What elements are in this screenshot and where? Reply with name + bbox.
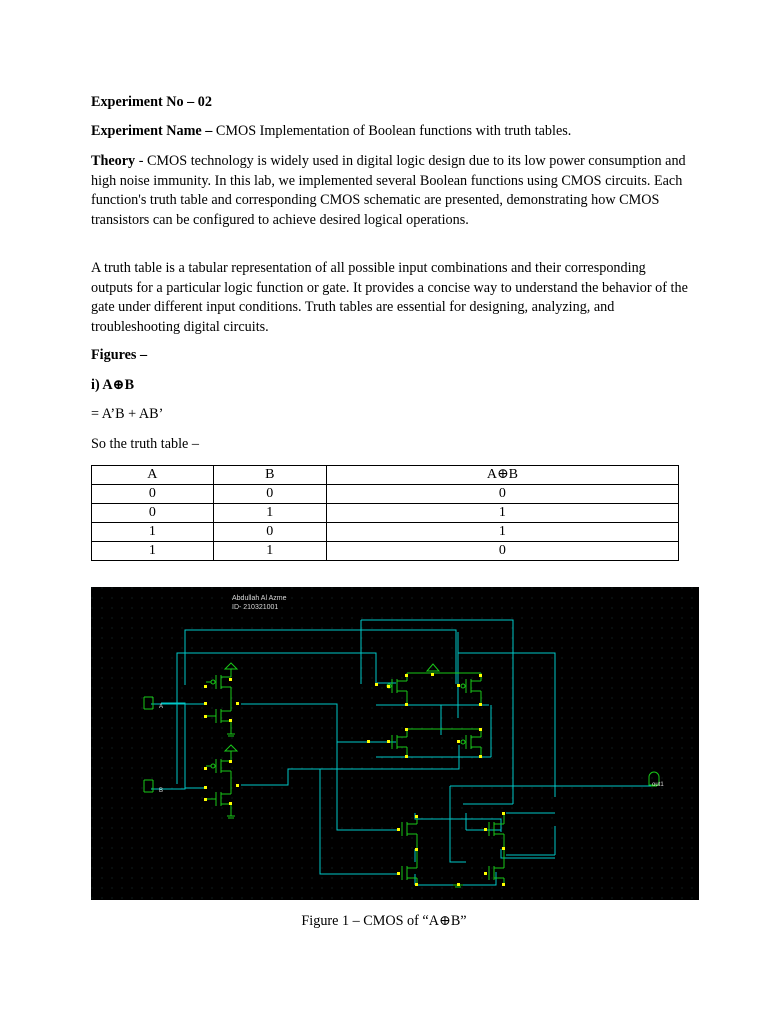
experiment-name-label: Experiment Name – [91, 123, 213, 139]
input-b-label: B [159, 788, 164, 794]
input-a-label: A [159, 704, 164, 710]
table-cell: 1 [213, 504, 326, 523]
table-row [92, 504, 679, 523]
truth-table-intro: So the truth table – [91, 436, 199, 452]
table-row [92, 542, 679, 561]
table-cell: 0 [326, 542, 678, 561]
column-header-b: B [213, 466, 326, 485]
section-title: i) A⊕B [91, 377, 135, 393]
column-header-output: A⊕B [326, 466, 678, 485]
table-cell: 0 [326, 485, 678, 504]
table-cell: 0 [92, 485, 214, 504]
experiment-number: Experiment No – 02 [91, 94, 212, 110]
table-cell: 1 [92, 542, 214, 561]
table-cell: 0 [213, 485, 326, 504]
table-row [92, 523, 679, 542]
table-cell: 1 [92, 523, 214, 542]
table-cell: 1 [326, 523, 678, 542]
table-cell: 0 [92, 504, 214, 523]
column-header-a: A [92, 466, 214, 485]
table-cell: 1 [213, 542, 326, 561]
schematic-id: ID- 210321001 [232, 604, 279, 611]
theory-paragraph [91, 152, 691, 230]
experiment-name [91, 122, 691, 142]
cmos-schematic [91, 587, 699, 900]
truth-table [91, 465, 679, 561]
schematic-canvas [91, 587, 699, 900]
theory-text: - CMOS technology is widely used in digital logic design due to its low power consumption and high noise immunity. In this lab, we implemented several Boolean functions using CMOS circuits. Each function's truth table and corresponding CMOS schematic are presented, demonstrating how CMOS transistors can be configured to achieve desired logical operations. [91, 153, 686, 228]
table-row [92, 485, 679, 504]
experiment-name-text: CMOS Implementation of Boolean functions with truth tables. [215, 123, 572, 139]
theory-label: Theory [91, 153, 136, 169]
figure-caption: Figure 1 – CMOS of “A⊕B” [301, 913, 467, 929]
table-cell: 0 [213, 523, 326, 542]
truth-table-description: A truth table is a tabular representation of all possible input combinations and their corresponding outputs for a particular logic function or gate. It provides a concise way to understand the behavior of the gate under different input conditions. Truth tables are essential for designing, analyzing, and troubleshooting digital circuits. [91, 260, 688, 335]
figures-heading: Figures – [91, 347, 148, 363]
output-label: out1 [652, 782, 664, 788]
table-header-row [92, 466, 679, 485]
schematic-author: Abdullah Al Azme [232, 595, 287, 602]
boolean-expression: = A’B + AB’ [91, 406, 164, 422]
table-cell: 1 [326, 504, 678, 523]
